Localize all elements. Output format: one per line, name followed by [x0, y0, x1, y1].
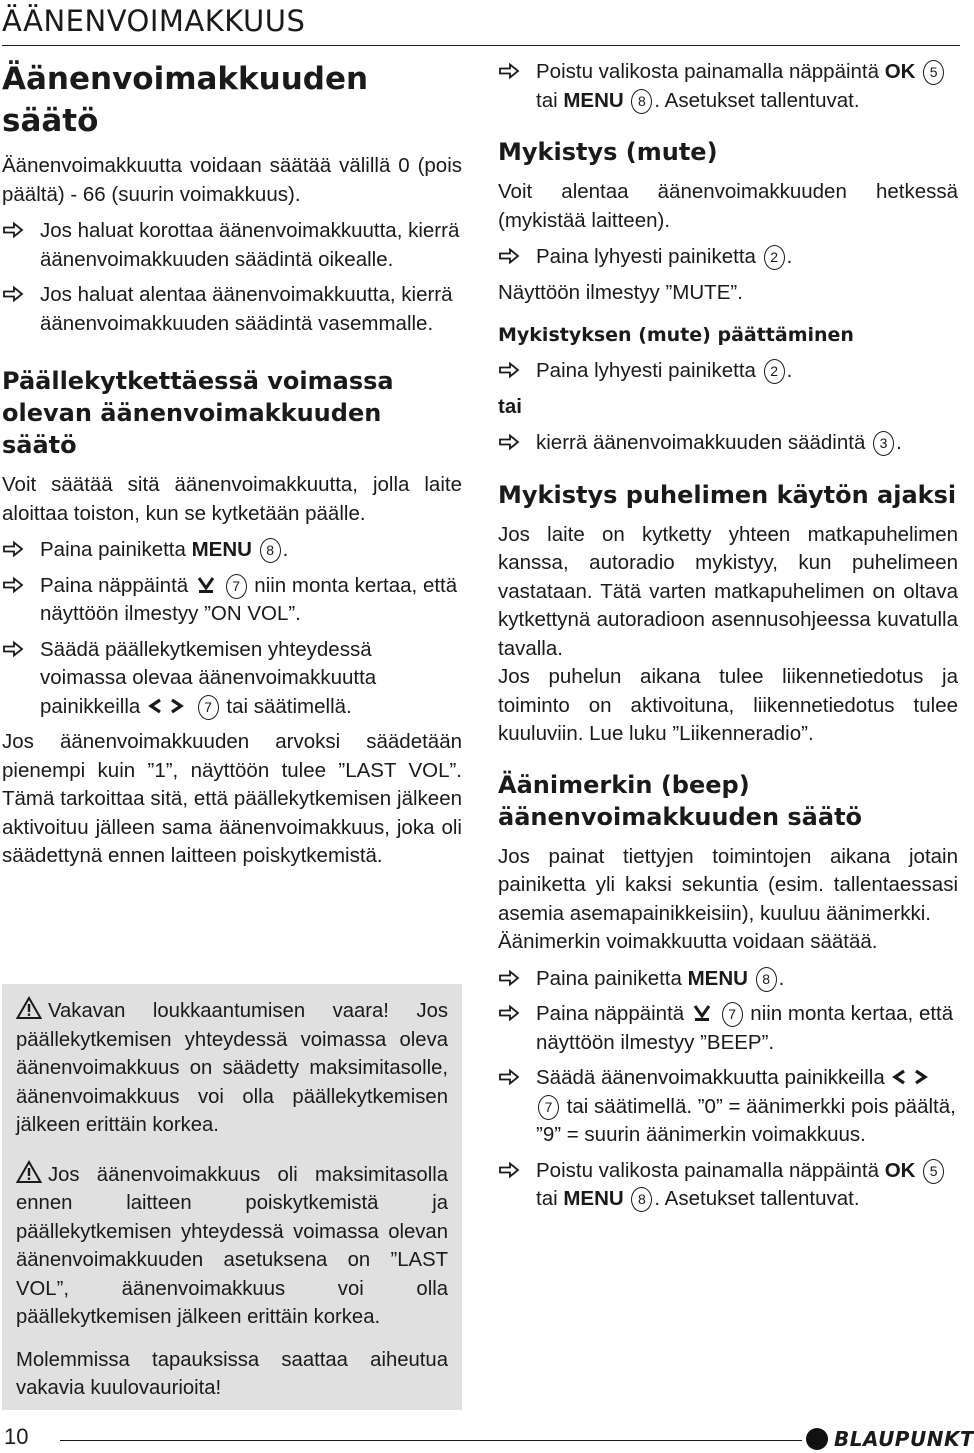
step-text-end: . [786, 245, 793, 268]
arrow-icon [2, 284, 24, 304]
arrow-icon [2, 220, 24, 240]
heading-mute: Mykistys (mute) [498, 138, 718, 166]
heading-volume-adjust: Äänenvoimakkuuden säätö [2, 61, 369, 139]
mute-display-text: Näyttöön ilmestyy ”MUTE”. [498, 280, 743, 304]
step-increase-volume [2, 217, 462, 274]
step-text-or: tai [536, 1187, 558, 1210]
arrow-icon [2, 575, 24, 595]
down-key-icon [196, 576, 216, 594]
warning-1-head: Vakavan loukkaantumisen vaara! [48, 1000, 389, 1022]
ok-key-label: OK [884, 1158, 916, 1182]
warning-triangle-icon [16, 996, 42, 1020]
left-right-keys-icon [148, 697, 188, 715]
step-beep-press-down [498, 1000, 958, 1057]
warning-1 [16, 996, 448, 1140]
warning-2-body: Jos äänenvoimakkuus oli maksimitasolla ennen laitteen poiskytkemistä ja päällekytkemisen yhteydessä voimassa olevan äänenvoimakkuuden asetuksena on ”LAST VOL”, äänenvoimakkuus voi olla päällekytkemisen jälkeen erittäin korkea. [16, 1163, 448, 1328]
arrow-icon [2, 639, 24, 659]
arrow-icon [498, 1003, 520, 1023]
arrow-icon [2, 539, 24, 559]
button-number-badge: 8 [756, 967, 777, 992]
ok-key-label: OK [884, 60, 916, 83]
left-right-keys-icon [892, 1068, 932, 1086]
step-text: Poistu valikosta painamalla näppäintä [536, 1158, 880, 1182]
phone-paragraph-1: Jos laite on kytketty yhteen matkapuhelimen kanssa, autoradio mykistyy, kun puhelimeen vastataan. Tätä varten matkapuhelimen on oltava kytkettynä autoradioon asennusohjeessa kuvatulla tavalla. [498, 522, 958, 660]
page-number: 10 [4, 1424, 29, 1449]
warning-box [2, 984, 462, 1410]
step-beep-adjust [498, 1064, 958, 1150]
step-text: Paina painiketta [536, 966, 682, 990]
step-text: Jos haluat alentaa äänenvoimakkuutta, kierrä äänenvoimakkuuden säädintä vasemmalle. [40, 283, 453, 335]
button-number-badge: 7 [538, 1095, 559, 1120]
warning-3: Molemmissa tapauksissa saattaa aiheutua vakavia kuulovaurioita! [16, 1348, 448, 1399]
last-vol-paragraph: Jos äänenvoimakkuuden arvoksi säädetään pienempi kuin ”1”, näyttöön tulee ”LAST VOL”. Tämä tarkoittaa sitä, että päällekytkemisen jälkeen aktivoituu jälleen sama äänenvoimakkuus, joka oli säädettynä ennen laitteen poiskytkemistä. [2, 730, 462, 867]
heading-power-on-volume: Päällekytkettäessä voimassa olevan äänenvoimakkuuden säätö [2, 367, 394, 459]
arrow-icon [498, 61, 520, 81]
logo-dot-icon [806, 1428, 828, 1450]
intro-paragraph: Äänenvoimakkuutta voidaan säätää välillä 0 (pois päältä) - 66 (suurin voimakkuus). [2, 154, 462, 206]
phone-paragraph-2: Jos puhelun aikana tulee liikennetiedotus ja toiminto on aktivoituna, liikennetiedotus tulee kuuluviin. Lue luku ”Liikenneradio”. [498, 665, 958, 745]
step-text: Paina näppäintä [536, 1002, 685, 1025]
footer-rule [60, 1440, 802, 1441]
menu-key-label: MENU [563, 88, 624, 112]
button-number-badge: 2 [764, 359, 785, 384]
down-key-icon [692, 1004, 712, 1022]
right-column [498, 58, 958, 1221]
step-text-end: . [282, 538, 289, 561]
arrow-icon [498, 360, 520, 380]
or-label: tai [498, 394, 522, 418]
button-number-badge: 8 [260, 538, 281, 563]
step-press-menu [2, 536, 462, 565]
step-text: Paina näppäintä [40, 573, 189, 597]
heading-phone-mute: Mykistys puhelimen käytön ajaksi [498, 480, 957, 509]
arrow-icon [498, 1067, 520, 1087]
step-decrease-volume [2, 281, 462, 338]
beep-paragraph-1: Jos painat tiettyjen toimintojen aikana jotain painiketta yli kaksi sekuntia (esim. tallentaessasi asemia asemapainikkeisiin), kuuluu äänimerkki. [498, 844, 958, 925]
button-number-badge: 7 [198, 695, 219, 720]
button-number-badge: 8 [631, 1187, 652, 1212]
section-title: ÄÄNENVOIMAKKUUS [2, 4, 306, 38]
step-text-end: . [778, 966, 785, 990]
arrow-icon [498, 968, 520, 988]
step-text-end: niin monta kertaa, että näyttöön ilmestyy ”ON VOL”. [40, 573, 458, 625]
step-text-end: . Asetukset tallentuvat. [654, 88, 860, 112]
step-text: Paina painiketta [40, 538, 186, 561]
button-number-badge: 8 [631, 89, 652, 114]
arrow-icon [498, 1160, 520, 1180]
step-beep-press-menu [498, 965, 958, 994]
brand-name: BLAUPUNKT [834, 1427, 974, 1451]
step-text-end: . [896, 431, 902, 454]
step-text-or: tai [536, 88, 558, 112]
step-text: Paina lyhyesti painiketta [536, 245, 756, 268]
warning-triangle-icon [16, 1160, 42, 1184]
step-exit-menu [498, 58, 958, 115]
step-beep-exit-menu [498, 1157, 958, 1214]
step-text: Säädä päällekytkemisen yhteydessä voimassa olevaa äänenvoimakkuutta painikkeilla [40, 637, 377, 718]
button-number-badge: 2 [764, 245, 785, 270]
arrow-icon [498, 246, 520, 266]
step-text: kierrä äänenvoimakkuuden säädintä [536, 431, 866, 454]
step-text-end: . [786, 359, 793, 382]
button-number-badge: 3 [873, 431, 894, 456]
step-text: Paina lyhyesti painiketta [536, 359, 756, 382]
step-text-end: niin monta kertaa, että näyttöön ilmestyy ”BEEP”. [536, 1002, 954, 1054]
step-press-unmute [498, 357, 958, 386]
button-number-badge: 7 [722, 1002, 743, 1027]
step-text-end: tai säätimellä. [226, 694, 352, 718]
button-number-badge: 5 [923, 60, 944, 85]
step-turn-knob [498, 429, 958, 458]
step-press-down [2, 572, 462, 629]
brand-logo [806, 1425, 974, 1453]
left-column [2, 58, 462, 871]
step-adjust-power-on [2, 636, 462, 722]
button-number-badge: 5 [923, 1159, 944, 1184]
arrow-icon [498, 432, 520, 452]
heading-beep-volume: Äänimerkin (beep) äänenvoimakkuuden säätö [498, 770, 863, 831]
warning-2 [16, 1160, 448, 1332]
step-text: Jos haluat korottaa äänenvoimakkuutta, kierrä äänenvoimakkuuden säädintä oikealle. [40, 219, 460, 271]
step-text-end: tai säätimellä. ”0” = äänimerkki pois päältä, ”9” = suurin äänimerkin voimakkuus. [536, 1094, 956, 1146]
warning-1-body: Jos päällekytkemisen yhteydessä voimassa oleva äänenvoimakkuus on säädetty maksimitasolle, äänenvoimakkuus voi olla päällekytkemisen jälkeen erittäin korkea. [16, 1000, 448, 1136]
button-number-badge: 7 [226, 574, 247, 599]
menu-key-label: MENU [191, 538, 252, 561]
heading-end-mute: Mykistyksen (mute) päättäminen [498, 324, 854, 346]
mute-paragraph: Voit alentaa äänenvoimakkuuden hetkessä (mykistää laitteen). [498, 180, 958, 232]
section-header [2, 2, 960, 46]
step-press-mute [498, 243, 958, 272]
step-text: Säädä äänenvoimakkuutta painikkeilla [536, 1066, 885, 1089]
step-text: Poistu valikosta painamalla näppäintä [536, 60, 880, 83]
step-text-end: . Asetukset tallentuvat. [654, 1187, 860, 1210]
menu-key-label: MENU [687, 966, 748, 990]
power-on-paragraph: Voit säätää sitä äänenvoimakkuutta, jolla laite aloittaa toiston, kun se kytketään päälle. [2, 473, 462, 525]
beep-paragraph-2: Äänimerkin voimakkuutta voidaan säätää. [498, 930, 878, 953]
menu-key-label: MENU [563, 1187, 624, 1210]
